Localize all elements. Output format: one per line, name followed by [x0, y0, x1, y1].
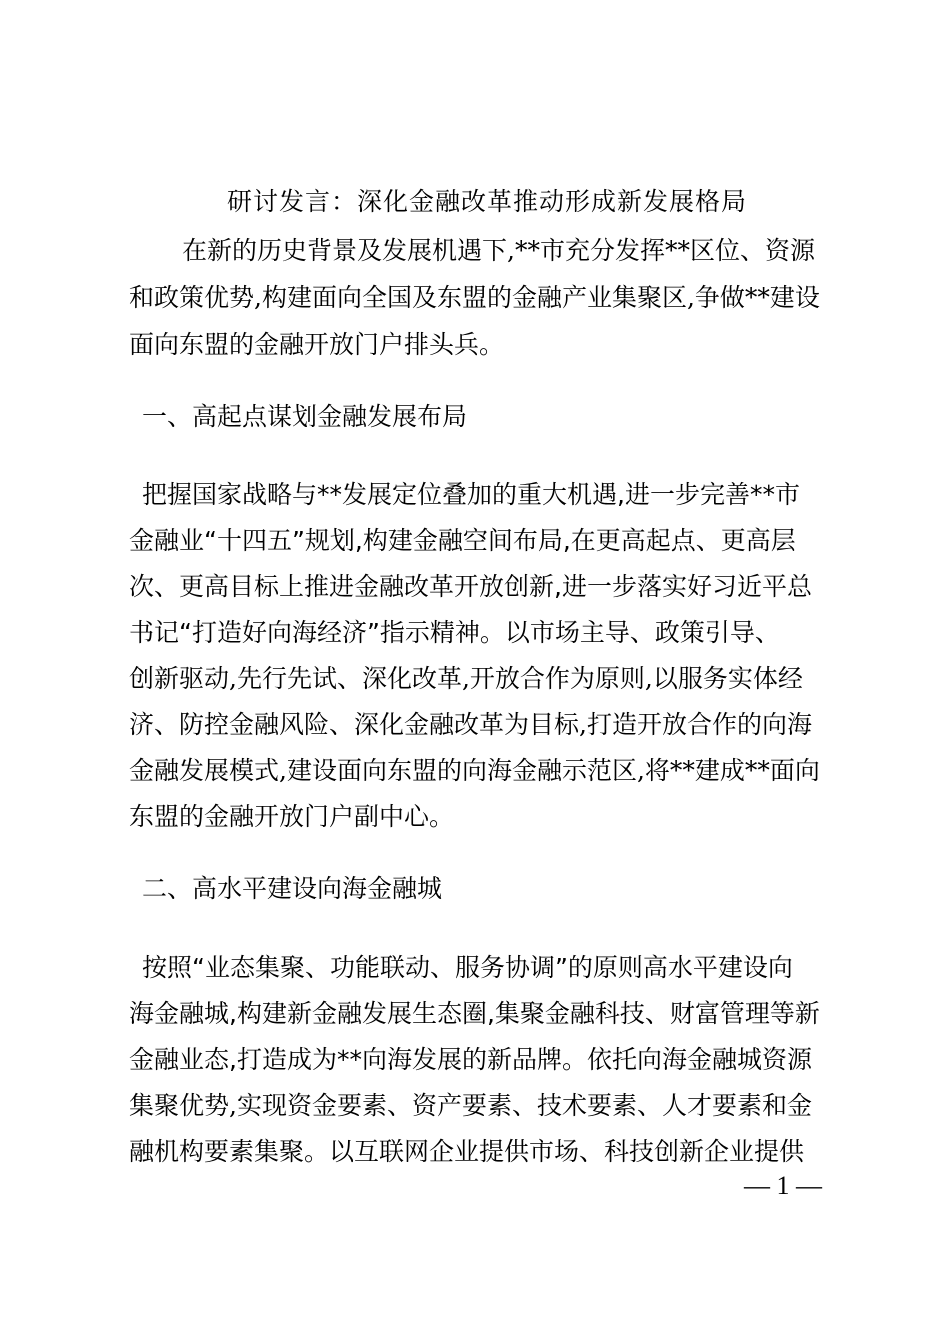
section-1-line-5: 创新驱动,先行先试、深化改革,开放合作为原则,以服务实体经: [129, 664, 803, 693]
section-1-line-3: 次、更高目标上推进金融改革开放创新,进一步落实好习近平总: [129, 572, 812, 601]
page-number: — 1 —: [744, 1171, 822, 1200]
document-title: 研讨发言：深化金融改革推动形成新发展格局: [227, 187, 748, 216]
section-2-line-1: 按照“业态集聚、功能联动、服务协调”的原则高水平建设向: [142, 953, 793, 982]
intro-line-3: 面向东盟的金融开放门户排头兵。: [129, 330, 505, 359]
section-1-line-8: 东盟的金融开放门户副中心。: [129, 802, 455, 831]
section-1-line-6: 济、防控金融风险、深化金融改革为目标,打造开放合作的向海: [129, 710, 812, 739]
section-2-line-5: 融机构要素集聚。以互联网企业提供市场、科技创新企业提供: [129, 1137, 805, 1166]
section-2-line-3: [129, 1047, 812, 1072]
section-1-line-4-regular-part: 指示精神。以市场主导、政策引导、: [379, 618, 780, 647]
section-2-line-3-regular-part: 依托向海金融城资源: [586, 1045, 812, 1074]
section-1-line-4-bold-part: 书记“打造好向海经济”: [129, 618, 380, 647]
section-1-line-7: 金融发展模式,建设面向东盟的向海金融示范区,将**建成**面向: [129, 756, 820, 785]
section-1-line-4: [129, 620, 780, 645]
section-1-heading: 一、高起点谋划金融发展布局: [142, 402, 468, 431]
section-1-line-1: 把握国家战略与**发展定位叠加的重大机遇,进一步完善**市: [142, 480, 800, 509]
intro-line-1: 在新的历史背景及发展机遇下,**市充分发挥**区位、资源: [182, 236, 815, 265]
section-2-line-3-bold-part: 金融业态,打造成为**向海发展的新品牌。: [129, 1045, 587, 1074]
section-2-line-2: 海金融城,构建新金融发展生态圈,集聚金融科技、财富管理等新: [129, 999, 820, 1028]
intro-line-2: 和政策优势,构建面向全国及东盟的金融产业集聚区,争做**建设: [129, 283, 820, 312]
section-2-heading: 二、高水平建设向海金融城: [142, 874, 443, 903]
section-1-line-2: 金融业“十四五”规划,构建金融空间布局,在更高起点、更高层: [129, 526, 796, 555]
section-2-line-4: 集聚优势,实现资金要素、资产要素、技术要素、人才要素和金: [129, 1091, 812, 1120]
